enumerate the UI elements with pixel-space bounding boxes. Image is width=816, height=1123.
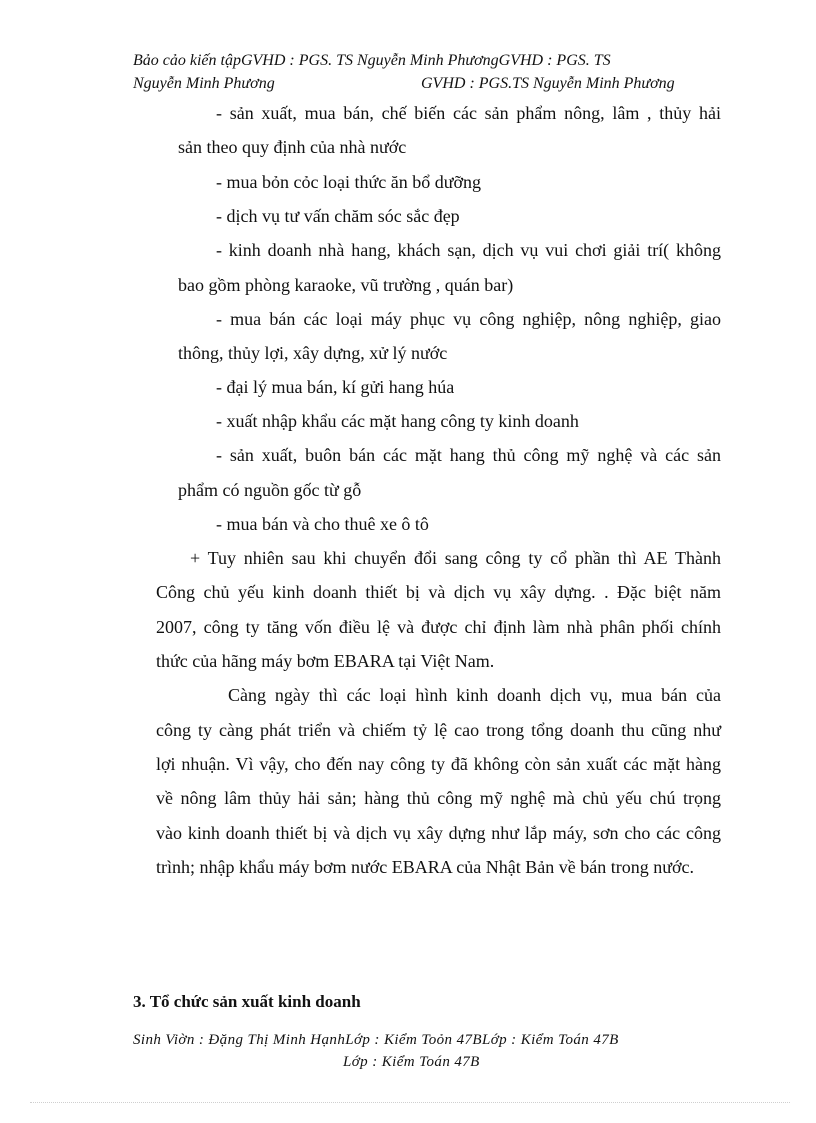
body-line: 2007, công ty tăng vốn điều lệ và được chỉ định làm nhà phân phối chính [156, 617, 721, 637]
body-line: vào kinh doanh thiết bị và dịch vụ xây dựng như lắp máy, sơn cho các công [156, 823, 721, 843]
body-line: - mua bán và cho thuê xe ô tô [216, 514, 429, 534]
body-line: - mua bán các loại máy phục vụ công nghiệp, nông nghiệp, giao [216, 309, 721, 329]
header-line-1: Bảo cảo kiến tậpGVHD : PGS. TS Nguyễn Minh PhươngGVHD : PGS. TS [133, 52, 611, 69]
footer-line-1: Sinh Viờn : Đặng Thị Minh HạnhLớp : Kiểm Toỏn 47BLớp : Kiểm Toán 47B [133, 1032, 619, 1048]
body-line: công ty càng phát triển và chiếm tỷ lệ cao trong tổng doanh thu cũng như [156, 720, 721, 740]
section-heading: 3. Tổ chức sản xuất kinh doanh [133, 992, 361, 1011]
body-line: Càng ngày thì các loại hình kinh doanh dịch vụ, mua bán của [228, 685, 721, 705]
body-line: + Tuy nhiên sau khi chuyển đổi sang công ty cổ phần thì AE Thành [190, 548, 721, 568]
body-line: - sản xuất, mua bán, chế biến các sản phẩm nông, lâm , thủy hải [216, 103, 721, 123]
body-line: - mua bỏn cỏc loại thức ăn bổ dưỡng [216, 172, 481, 192]
body-line: phẩm có nguồn gốc từ gỗ [178, 480, 362, 500]
body-line: thức của hãng máy bơm EBARA tại Việt Nam. [156, 651, 495, 671]
body-line: bao gồm phòng karaoke, vũ trường , quán bar) [178, 275, 514, 295]
body-line: - kinh doanh nhà hang, khách sạn, dịch vụ vui chơi giải trí( không [216, 240, 721, 260]
body-line: - sản xuất, buôn bán các mặt hang thủ công mỹ nghệ và các sản [216, 445, 721, 465]
body-line: sản theo quy định của nhà nước [178, 137, 407, 157]
header-line-2-right: GVHD : PGS.TS Nguyễn Minh Phương [421, 75, 675, 92]
page-border-dotted [30, 1102, 790, 1103]
body-line: - xuất nhập khẩu các mặt hang công ty kinh doanh [216, 411, 579, 431]
header-line-2-left: Nguyễn Minh Phương [133, 75, 275, 92]
footer-line-2: Lớp : Kiểm Toán 47B [343, 1054, 480, 1070]
body-line: trình; nhập khẩu máy bơm nước EBARA của Nhật Bản về bán trong nước. [156, 857, 694, 877]
body-line: về nông lâm thủy hải sản; hàng thủ công mỹ nghệ mà chủ yếu chú trọng [156, 788, 721, 808]
body-line: - đại lý mua bán, kí gửi hang húa [216, 377, 455, 397]
body-line: lợi nhuận. Vì vậy, cho đến nay công ty đã không còn sản xuất các mặt hàng [156, 754, 721, 774]
body-line: thông, thủy lợi, xây dựng, xử lý nước [178, 343, 448, 363]
body-line: - dịch vụ tư vấn chăm sóc sắc đẹp [216, 206, 460, 226]
body-line: Công chủ yếu kinh doanh thiết bị và dịch vụ xây dựng. . Đặc biệt năm [156, 582, 721, 602]
